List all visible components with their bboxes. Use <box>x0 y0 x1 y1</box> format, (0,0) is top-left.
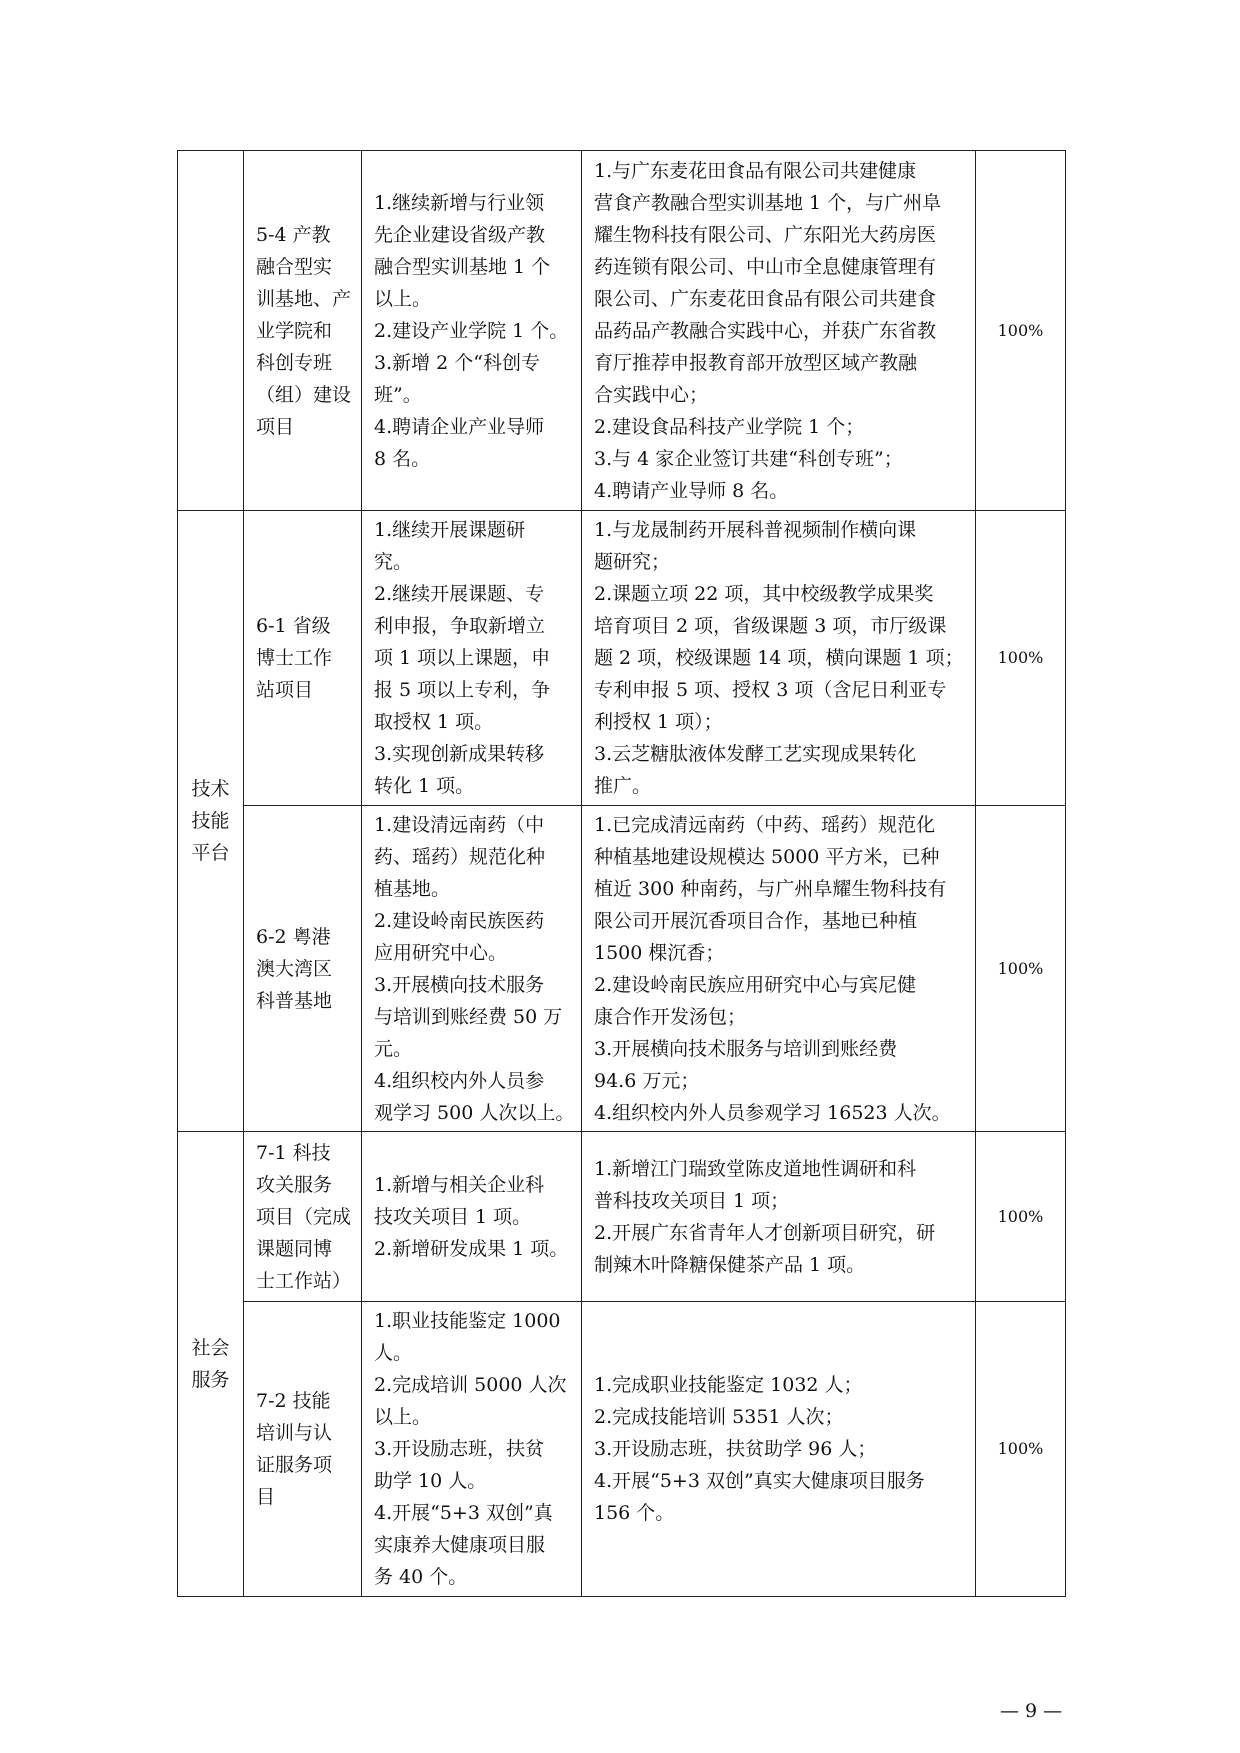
cell-text-line: 利授权 1 项）； <box>594 711 723 733</box>
result-cell <box>582 1302 976 1597</box>
cell-text-line: 2.完成培训 5000 人次 <box>374 1374 567 1396</box>
table-row <box>178 806 1066 1132</box>
table-row <box>178 511 1066 806</box>
project-cell <box>244 151 362 511</box>
cell-text-line: 训基地、产 <box>256 287 352 310</box>
cell-text-line: 专利申报 5 项、授权 3 项（含尼日利亚专 <box>594 679 947 701</box>
cell-text-line: 项目（完成 <box>256 1205 352 1228</box>
cell-text-line: 服务 <box>191 1369 230 1391</box>
cell-text-line: 4.开展“5+3 双创”真 <box>374 1502 553 1524</box>
cell-text-line: 科创专班 <box>256 351 333 374</box>
cell-text-line: 1500 棵沉香； <box>594 941 725 964</box>
completion-rate: 100% <box>976 511 1066 806</box>
cell-text-line: 合实践中心； <box>594 383 709 406</box>
cell-text-line: 技能 <box>191 810 230 832</box>
cell-text-line: 3.开设励志班，扶贫 <box>374 1438 545 1460</box>
cell-text-line: 植近 300 种南药，与广州阜耀生物科技有 <box>594 877 947 900</box>
cell-text-line: 务 40 个。 <box>374 1566 468 1588</box>
cell-text-line: 项目 <box>256 415 295 438</box>
table-row <box>178 151 1066 511</box>
cell-text-line: 3.实现创新成果转移 <box>374 743 545 765</box>
cell-text-line: 品药品产教融合实践中心，并获广东省教 <box>594 319 937 342</box>
cell-text-line: 2.开展广东省青年人才创新项目研究，研 <box>594 1221 936 1244</box>
cell-text-line: 与培训到账经费 50 万 <box>374 1005 563 1028</box>
cell-text-line: 业学院和 <box>256 319 333 342</box>
cell-text-line: 3.开展横向技术服务与培训到账经费 <box>594 1037 898 1060</box>
project-cell <box>244 806 362 1132</box>
category-cell <box>178 511 244 1132</box>
cell-text-line: （组）建设 <box>256 383 352 406</box>
cell-text-line: 融合型实 <box>256 255 333 278</box>
completion-rate: 100% <box>976 806 1066 1132</box>
category-cell-empty <box>178 151 244 511</box>
cell-text-line: 限公司、广东麦花田食品有限公司共建食 <box>594 287 937 310</box>
cell-text-line: 元。 <box>374 1037 413 1060</box>
cell-text-line: 1.已完成清远南药（中药、瑶药）规范化 <box>594 813 936 836</box>
cell-text-line: 4.开展“5+3 双创”真实大健康项目服务 <box>594 1470 925 1492</box>
result-cell <box>582 806 976 1132</box>
cell-text-line: 目 <box>256 1486 276 1508</box>
cell-text-line: 取授权 1 项。 <box>374 711 494 733</box>
cell-text-line: 育厅推荐申报教育部开放型区域产教融 <box>594 351 918 374</box>
cell-text-line: 1.新增江门瑞致堂陈皮道地性调研和科 <box>594 1157 917 1180</box>
table-row <box>178 1132 1066 1302</box>
target-cell <box>362 511 582 806</box>
cell-text-line: 博士工作 <box>256 647 333 669</box>
cell-text-line: 报 5 项以上专利，争 <box>374 679 551 701</box>
result-cell <box>582 1132 976 1302</box>
cell-text-line: 1.完成职业技能鉴定 1032 人； <box>594 1374 863 1396</box>
cell-text-line: 技攻关项目 1 项。 <box>374 1205 532 1228</box>
cell-text-line: 题 2 项，校级课题 14 项，横向课题 1 项； <box>594 647 964 669</box>
cell-text-line: 应用研究中心。 <box>374 941 508 964</box>
cell-text-line: 1.建设清远南药（中 <box>374 813 545 836</box>
cell-text-line: 限公司开展沉香项目合作，基地已种植 <box>594 909 918 932</box>
category-cell <box>178 1132 244 1597</box>
cell-text-line: 药、瑶药）规范化种 <box>374 845 546 868</box>
cell-text-line: 2.完成技能培训 5351 人次； <box>594 1406 844 1428</box>
cell-text-line: 4.聘请企业产业导师 <box>374 415 545 438</box>
cell-text-line: 药连锁有限公司、中山市全息健康管理有 <box>594 255 937 278</box>
cell-text-line: 推广。 <box>594 775 652 797</box>
cell-text-line: 1.继续开展课题研 <box>374 519 526 541</box>
cell-text-line: 8 名。 <box>374 447 431 470</box>
cell-text-line: 耀生物科技有限公司、广东阳光大药房医 <box>594 223 937 246</box>
cell-text-line: 澳大湾区 <box>256 957 333 980</box>
cell-text-line: 5-4 产教 <box>256 223 331 246</box>
cell-text-line: 6-1 省级 <box>256 615 331 637</box>
cell-text-line: 1.职业技能鉴定 1000 <box>374 1310 561 1332</box>
target-cell <box>362 806 582 1132</box>
cell-text-line: 站项目 <box>256 679 314 701</box>
cell-text-line: 1.继续新增与行业领 <box>374 191 545 214</box>
cell-text-line: 2.建设岭南民族医药 <box>374 909 545 932</box>
cell-text-line: 种植基地建设规模达 5000 平方米，已种 <box>594 845 940 868</box>
cell-text-line: 培训与认 <box>256 1422 333 1444</box>
cell-text-line: 利申报，争取新增立 <box>374 615 546 637</box>
cell-text-line: 2.继续开展课题、专 <box>374 583 545 605</box>
cell-text-line: 转化 1 项。 <box>374 775 475 797</box>
cell-text-line: 平台 <box>191 842 230 864</box>
table-row <box>178 1302 1066 1597</box>
cell-text-line: 1.与广东麦花田食品有限公司共建健康 <box>594 159 917 182</box>
cell-text-line: 4.组织校内外人员参 <box>374 1069 545 1092</box>
target-cell <box>362 1302 582 1597</box>
cell-text-line: 2.建设食品科技产业学院 1 个； <box>594 415 865 438</box>
cell-text-line: 7-2 技能 <box>256 1390 331 1412</box>
cell-text-line: 项 1 项以上课题，申 <box>374 647 551 669</box>
cell-text-line: 先企业建设省级产教 <box>374 223 546 246</box>
cell-text-line: 康合作开发汤包； <box>594 1005 747 1028</box>
cell-text-line: 7-1 科技 <box>256 1141 331 1164</box>
cell-text-line: 3.新增 2 个“科创专 <box>374 351 541 374</box>
completion-rate: 100% <box>976 1132 1066 1302</box>
cell-text-line: 观学习 500 人次以上。 <box>374 1101 575 1124</box>
cell-text-line: 2.建设岭南民族应用研究中心与宾尼健 <box>594 973 917 996</box>
cell-text-line: 2.建设产业学院 1 个。 <box>374 319 569 342</box>
cell-text-line: 技术 <box>191 778 230 800</box>
cell-text-line: 3.云芝糖肽液体发酵工艺实现成果转化 <box>594 743 917 765</box>
cell-text-line: 课题同博 <box>256 1237 333 1260</box>
cell-text-line: 证服务项 <box>256 1454 333 1476</box>
project-table <box>177 150 1066 1597</box>
cell-text-line: 培育项目 2 项，省级课题 3 项，市厅级课 <box>594 615 947 637</box>
completion-rate: 100% <box>976 151 1066 511</box>
project-cell <box>244 511 362 806</box>
page-number: — 9 — <box>1000 1700 1063 1722</box>
cell-text-line: 士工作站） <box>256 1269 352 1292</box>
cell-text-line: 以上。 <box>374 1406 432 1428</box>
cell-text-line: 制辣木叶降糖保健茶产品 1 项。 <box>594 1253 866 1276</box>
project-cell <box>244 1132 362 1302</box>
cell-text-line: 普科技攻关项目 1 项； <box>594 1189 790 1212</box>
cell-text-line: 6-2 粤港 <box>256 925 331 948</box>
cell-text-line: 3.开设励志班，扶贫助学 96 人； <box>594 1438 877 1460</box>
target-cell <box>362 151 582 511</box>
cell-text-line: 1.新增与相关企业科 <box>374 1173 545 1196</box>
cell-text-line: 94.6 万元； <box>594 1069 700 1092</box>
cell-text-line: 人。 <box>374 1342 413 1364</box>
cell-text-line: 以上。 <box>374 287 432 310</box>
cell-text-line: 4.组织校内外人员参观学习 16523 人次。 <box>594 1101 951 1124</box>
cell-text-line: 科普基地 <box>256 989 333 1012</box>
cell-text-line: 2.新增研发成果 1 项。 <box>374 1237 569 1260</box>
cell-text-line: 融合型实训基地 1 个 <box>374 255 551 278</box>
result-cell <box>582 511 976 806</box>
cell-text-line: 究。 <box>374 551 413 573</box>
project-cell <box>244 1302 362 1597</box>
cell-text-line: 4.聘请产业导师 8 名。 <box>594 479 789 502</box>
target-cell <box>362 1132 582 1302</box>
cell-text-line: 班”。 <box>374 383 422 406</box>
result-cell <box>582 151 976 511</box>
cell-text-line: 社会 <box>191 1337 230 1359</box>
completion-rate: 100% <box>976 1302 1066 1597</box>
cell-text-line: 植基地。 <box>374 877 451 900</box>
cell-text-line: 2.课题立项 22 项，其中校级教学成果奖 <box>594 583 934 605</box>
cell-text-line: 1.与龙晟制药开展科普视频制作横向课 <box>594 519 917 541</box>
cell-text-line: 攻关服务 <box>256 1173 333 1196</box>
cell-text-line: 156 个。 <box>594 1502 675 1524</box>
cell-text-line: 3.开展横向技术服务 <box>374 973 545 996</box>
cell-text-line: 助学 10 人。 <box>374 1470 487 1492</box>
cell-text-line: 实康养大健康项目服 <box>374 1534 546 1556</box>
cell-text-line: 营食产教融合型实训基地 1 个，与广州阜 <box>594 191 942 214</box>
cell-text-line: 3.与 4 家企业签订共建“科创专班”； <box>594 447 903 470</box>
cell-text-line: 题研究； <box>594 551 671 573</box>
